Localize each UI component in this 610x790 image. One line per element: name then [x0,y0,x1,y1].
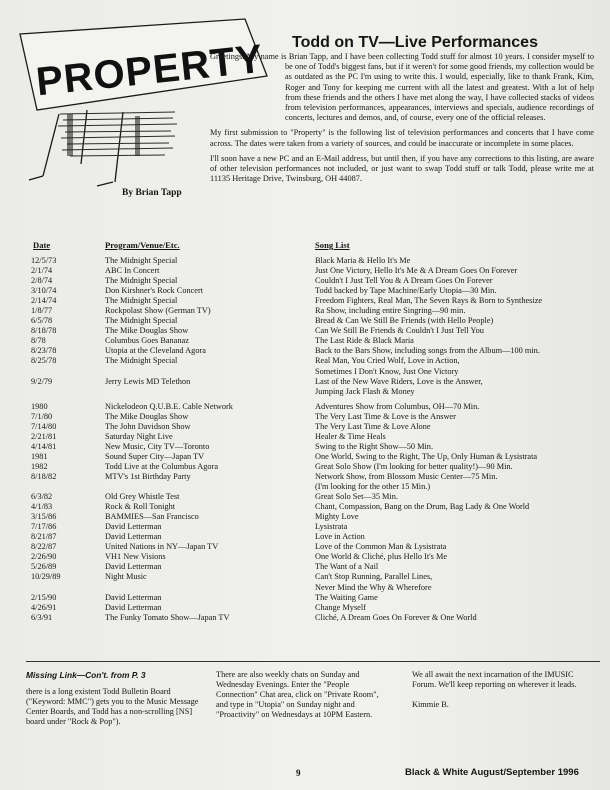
row-program: The Midnight Special [105,356,178,366]
row-program: The Midnight Special [105,296,178,306]
row-program: Jerry Lewis MD Telethon [105,376,191,386]
row-date [31,367,105,377]
missing-link-column [26,670,204,727]
table-row [31,367,591,377]
table-row [31,562,591,572]
table-row [31,256,591,266]
row-songs: The Last Ride & Black Maria [315,336,414,346]
row-program: Rockpolast Show (German TV) [105,306,211,316]
row-program: David Letterman [105,562,162,572]
missing-link-signoff: Kimmie B. [412,700,449,709]
row-date: 10/29/89 [31,572,61,582]
row-program: The John Davidson Show [105,421,191,431]
table-row [31,532,591,542]
table-row [31,266,591,276]
row-songs: Healer & Time Heals [315,431,386,441]
table-row [31,583,591,593]
row-program: United Nations in NY—Japan TV [105,542,219,552]
missing-link-text: We all await the next incarnation of the IMUSIC Forum. We'll keep reporting on wherever it leads. [412,670,577,689]
row-date: 1980 [31,401,48,411]
row-songs: Jumping Jack Flash & Money [315,386,415,396]
row-program: Old Grey Whistle Test [105,492,180,502]
row-program: BAMMIES—San Francisco [105,512,199,522]
row-songs: The Waiting Game [315,592,378,602]
section-divider [26,661,600,662]
table-row [31,276,591,286]
row-date: 6/3/82 [31,492,53,502]
row-program: The Mike Douglas Show [105,326,189,336]
row-program [105,367,315,377]
table-row [31,286,591,296]
row-songs: (I'm looking for the other 15 Min.) [315,482,431,492]
row-date: 7/14/80 [31,421,57,431]
table-row [31,542,591,552]
table-row [31,552,591,562]
table-row [31,603,591,613]
row-songs: One World & Cliché, plus Hello It's Me [315,552,448,562]
table-row [31,377,591,387]
table-row [31,306,591,316]
row-program: The Mike Douglas Show [105,411,189,421]
table-row [31,502,591,512]
row-date: 1/8/77 [31,306,53,316]
row-program: Rock & Roll Tonight [105,502,176,512]
row-date: 2/21/81 [31,431,57,441]
row-program: David Letterman [105,602,162,612]
column-header-program: Program/Venue/Etc. [105,240,180,250]
row-date: 9/2/79 [31,376,53,386]
row-program: Don Kirshner's Rock Concert [105,286,204,296]
row-date: 6/5/78 [31,316,53,326]
row-songs: Mighty Love [315,512,359,522]
row-date: 8/25/78 [31,356,57,366]
logo-word: PROPERTY [34,36,266,105]
row-songs: Adventures Show from Columbus, OH—70 Min. [315,401,480,411]
row-songs: Never Mind the Why & Wherefore [315,582,432,592]
row-date: 3/15/86 [31,512,57,522]
table-row [31,572,591,582]
row-date: 2/26/90 [31,552,57,562]
row-songs: Todd backed by Tape Machine/Early Utopia—30 Min. [315,286,497,296]
row-date: 7/1/80 [31,411,53,421]
row-program: VH1 New Visions [105,552,166,562]
row-songs: Lysistrata [315,522,348,532]
row-songs: Couldn't I Just Tell You & A Dream Goes On Forever [315,276,493,286]
row-songs: Chant, Compassion, Bang on the Drum, Bag Lady & One World [315,502,530,512]
intro-text [210,52,594,189]
row-songs: Freedom Fighters, Real Man, The Seven Rays & Born to Synthesize [315,296,543,306]
table-row [31,412,591,422]
row-songs: Sometimes I Don't Know, Just One Victory [315,366,459,376]
table-row [31,316,591,326]
row-date: 3/10/74 [31,286,57,296]
table-row [31,356,591,366]
row-date [31,583,105,593]
row-program: Saturday Night Live [105,431,173,441]
row-songs: Swing to the Right Show—50 Min. [315,441,434,451]
table-row [31,593,591,603]
table-row [31,462,591,472]
table-row [31,326,591,336]
row-date: 5/26/89 [31,562,57,572]
row-date: 1982 [31,461,48,471]
page-number: 9 [296,768,301,778]
row-program: Utopia at the Cleveland Agora [105,346,206,356]
row-program: David Letterman [105,592,162,602]
row-program: Todd Live at the Columbus Agora [105,461,219,471]
row-program: The Midnight Special [105,276,178,286]
row-program: The Funky Tomato Show—Japan TV [105,612,230,622]
row-date: 8/23/78 [31,346,57,356]
row-date: 12/5/73 [31,256,57,265]
missing-link-text: there is a long existent Todd Bulletin Board ("Keyword: MMC") gets you to the Music Message Center Boards, and Todd has a non-scrolling [NS] board under "Rock & Pop"). [26,687,199,726]
row-songs: Ra Show, including entire Singring—90 min. [315,306,466,316]
row-program [105,482,315,492]
table-row [31,336,591,346]
row-date [31,387,105,397]
table-row [31,452,591,462]
row-date: 2/14/74 [31,296,57,306]
row-date: 2/1/74 [31,266,53,276]
table-row [31,296,591,306]
row-songs: One World, Swing to the Right, The Up, Only Human & Lysistrata [315,451,538,461]
row-program: Nickelodeon Q.U.B.E. Cable Network [105,401,233,411]
table-row [31,442,591,452]
row-songs: Network Show, from Blossom Music Center—75 Min. [315,471,498,481]
row-date [31,482,105,492]
row-date: 4/1/83 [31,502,53,512]
row-date: 7/17/86 [31,522,57,532]
intro-paragraph: My first submission to "Property" is the following list of television performances and concerts that I have come across. The dates were taken from a variety of sources, and could be inaccurate or incomplete in some places. [210,128,594,148]
row-program: ABC In Concert [105,266,160,276]
table-row [31,422,591,432]
row-songs: Just One Victory, Hello It's Me & A Dream Goes On Forever [315,266,518,276]
byline: By Brian Tapp [122,188,182,198]
table-row [31,492,591,502]
table-row [31,387,591,397]
row-songs: Back to the Bars Show, including songs from the Album—100 min. [315,346,540,356]
column-header-date: Date [33,240,51,250]
row-program: David Letterman [105,522,162,532]
missing-link-column-3 [412,670,592,710]
row-songs: The Very Last Time & Love is the Answer [315,411,456,421]
table-row [31,613,591,623]
row-program [105,583,315,593]
row-songs: Can't Stop Running, Parallel Lines, [315,572,433,582]
row-date: 8/21/87 [31,532,57,542]
row-date: 1981 [31,451,48,461]
table-row [31,432,591,442]
row-date: 6/3/91 [31,612,53,622]
row-songs: Great Solo Set—35 Min. [315,492,398,502]
row-songs: Last of the New Wave Riders, Love is the Answer, [315,376,483,386]
row-program: David Letterman [105,532,162,542]
table-row [31,482,591,492]
intro-paragraph-text: Greetings. My name is Brian Tapp, and I have been collecting Todd stuff for almost 10 years. I consider myself to be one of Todd's biggest fans, but if it weren't for some good friends, my collection would be as outdated as the PC I'm using to write this. I would, especially, like to thank Frank, Kim, Roger and Tony for keeping me current with all the latest and greatest. With a lot of help from these friends and the others I have met along the way, I have collected stacks of videos from television performances, appearances, interviews and specials, audience recordings of concerts, lectures and demos, and, of course, every one of the official releases. [210,52,594,123]
publication-issue: Black & White August/September 1996 [405,767,579,778]
row-program [105,387,315,397]
missing-link-text: There are also weekly chats on Sunday and Wednesday Evenings. Enter the "People Connection" Chat area, click on "Private Room", and type in "Utopia" on Sunday night and "Proactivity" on Wednesdays at 10PM Eastern. [216,670,379,719]
row-songs: Love in Action [315,532,365,542]
row-songs: The Very Last Time & Love Alone [315,421,431,431]
row-program: Night Music [105,572,147,582]
row-program: The Midnight Special [105,316,178,326]
row-date: 8/78 [31,336,46,346]
table-row [31,512,591,522]
intro-paragraph: I'll soon have a new PC and an E-Mail address, but until then, if you have any corrections to this listing, are aware of other television performances not included, or just want to swap Todd stuff or talk Todd, please write me at 11135 Heritage Drive, Twinsburg, OH 44087. [210,153,594,184]
row-date: 8/22/87 [31,542,57,552]
row-songs: Change Myself [315,602,366,612]
row-date: 2/15/90 [31,592,57,602]
intro-paragraph [210,52,594,123]
row-program: Sound Super City—Japan TV [105,451,205,461]
row-program: New Music, City TV—Toronto [105,441,210,451]
row-songs: Real Man, You Cried Wolf, Love in Action, [315,356,460,366]
row-date: 4/26/91 [31,602,57,612]
row-songs: Great Solo Show (I'm looking for better quality!)—90 Min. [315,461,513,471]
missing-link-column-2 [216,670,392,720]
article-headline: Todd on TV—Live Performances [292,34,538,51]
row-date: 8/18/82 [31,471,57,481]
row-program: Columbus Goes Bananaz [105,336,189,346]
row-songs: Cliché, A Dream Goes On Forever & One World [315,612,477,622]
row-songs: Love of the Common Man & Lysistrata [315,542,447,552]
table-row [31,472,591,482]
row-songs: The Want of a Nail [315,562,379,572]
row-program: The Midnight Special [105,256,178,265]
table-row [31,402,591,412]
table-row [31,522,591,532]
column-header-songs: Song List [315,240,350,250]
row-date: 4/14/81 [31,441,57,451]
row-date: 2/8/74 [31,276,53,286]
row-songs: Can We Still Be Friends & Couldn't I Just Tell You [315,326,484,336]
row-program: MTV's 1st Birthday Party [105,471,191,481]
table-row [31,346,591,356]
missing-link-title: Missing Link—Con't. from P. 3 [26,670,146,680]
row-date: 8/18/78 [31,326,57,336]
row-songs: Black Maria & Hello It's Me [315,256,411,265]
row-songs: Bread & Can We Still Be Friends (with Hello People) [315,316,494,326]
performance-table [31,256,591,623]
